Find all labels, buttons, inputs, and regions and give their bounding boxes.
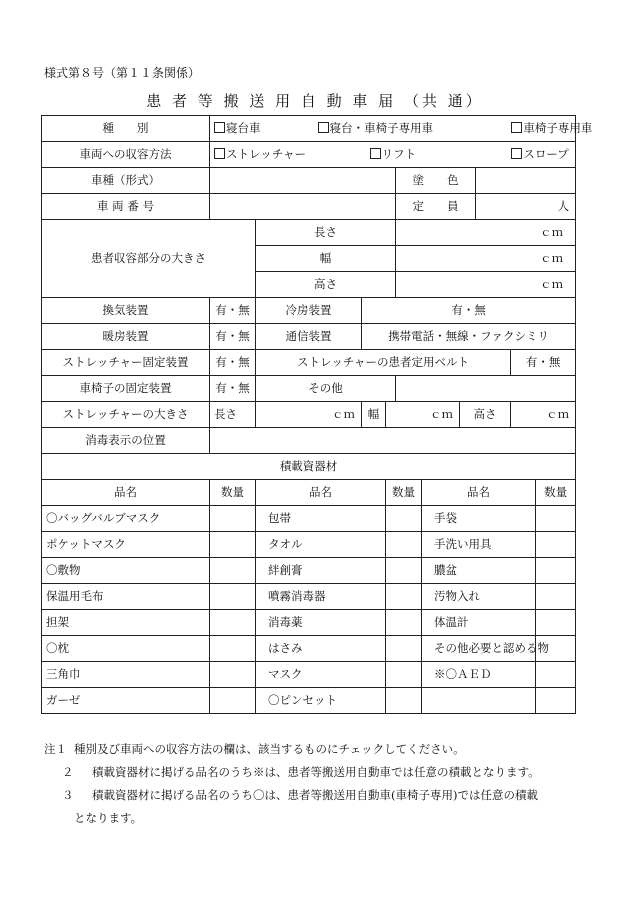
- equipment-item: 保温用毛布: [42, 584, 210, 610]
- cabin-height-label: 高さ: [256, 272, 396, 298]
- equipment-item: はさみ: [256, 636, 386, 662]
- wheelchair-fix-yes-no[interactable]: 有・無: [210, 376, 256, 402]
- type-option-wheelchair[interactable]: 車椅子専用車: [511, 122, 592, 135]
- equipment-row: [42, 688, 576, 714]
- capacity-label: 定 員: [396, 194, 476, 220]
- aircon-label: 冷房装置: [256, 298, 362, 324]
- equipment-col-item: 品名: [256, 480, 386, 506]
- disinfection-label: 消毒表示の位置: [42, 428, 210, 454]
- cabin-width-value[interactable]: ｃｍ: [396, 246, 576, 272]
- equipment-row: [42, 662, 576, 688]
- equipment-col-item: 品名: [422, 480, 536, 506]
- equipment-item: 噴霧消毒器: [256, 584, 386, 610]
- equipment-quantity[interactable]: [210, 506, 256, 532]
- equipment-item: 〇ピンセット: [256, 688, 386, 714]
- loading-options: [210, 142, 576, 168]
- stretcher-fix-yes-no[interactable]: 有・無: [210, 350, 256, 376]
- equipment-row: [42, 558, 576, 584]
- equipment-item: 手袋: [422, 506, 536, 532]
- equipment-quantity[interactable]: [210, 636, 256, 662]
- equipment-quantity[interactable]: [386, 636, 422, 662]
- capacity-value[interactable]: 人: [476, 194, 576, 220]
- registration-form-table: [41, 115, 593, 714]
- model-value[interactable]: [210, 168, 396, 194]
- aircon-yes-no[interactable]: 有・無: [362, 298, 576, 324]
- stretcher-belt-yes-no[interactable]: 有・無: [511, 350, 576, 376]
- cabin-length-label: 長さ: [256, 220, 396, 246]
- equipment-quantity[interactable]: [386, 532, 422, 558]
- comm-value[interactable]: 携帯電話・無線・ファクシミリ: [362, 324, 576, 350]
- equipment-row: [42, 636, 576, 662]
- type-row: [42, 116, 576, 142]
- equipment-item: 〇バッグバルブマスク: [42, 506, 210, 532]
- wheelchair-fix-row: [42, 376, 576, 402]
- note-3: ３ 積載資器材に掲げる品名のうち〇は、患者等搬送用自動車(車椅子専用)では任意の積載: [62, 788, 538, 802]
- checkbox-icon[interactable]: [214, 148, 225, 159]
- equipment-item: 汚物入れ: [422, 584, 536, 610]
- note-2: ２ 積載資器材に掲げる品名のうち※は、患者等搬送用自動車では任意の積載となります。: [62, 765, 540, 779]
- loading-option-stretcher[interactable]: ストレッチャー: [214, 148, 366, 161]
- equipment-col-qty: 数量: [386, 480, 422, 506]
- equipment-item: 手洗い用具: [422, 532, 536, 558]
- equipment-item: 〇敷物: [42, 558, 210, 584]
- equipment-quantity[interactable]: [536, 688, 576, 714]
- equipment-col-qty: 数量: [536, 480, 576, 506]
- equipment-quantity[interactable]: [210, 688, 256, 714]
- equipment-item: ※〇ＡＥＤ: [422, 662, 536, 688]
- equipment-quantity[interactable]: [536, 532, 576, 558]
- ventilation-row: [42, 298, 576, 324]
- equipment-quantity[interactable]: [210, 610, 256, 636]
- stretcher-height-value[interactable]: ｃｍ: [511, 402, 576, 428]
- type-option-bed-wheelchair[interactable]: 寝台・車椅子専用車: [318, 122, 508, 135]
- equipment-row: [42, 610, 576, 636]
- cabin-length-row: [42, 220, 576, 246]
- equipment-item: 膿盆: [422, 558, 536, 584]
- cabin-size-label: 患者収容部分の大きさ: [42, 220, 256, 298]
- stretcher-length-label: 長さ: [210, 402, 256, 428]
- equipment-quantity[interactable]: [536, 506, 576, 532]
- stretcher-size-row: [42, 402, 576, 428]
- equipment-col-item: 品名: [42, 480, 210, 506]
- stretcher-height-label: 高さ: [460, 402, 511, 428]
- notes: [44, 738, 604, 830]
- equipment-quantity[interactable]: [536, 610, 576, 636]
- equipment-item: 三角巾: [42, 662, 210, 688]
- equipment-quantity[interactable]: [210, 558, 256, 584]
- plate-value[interactable]: [210, 194, 396, 220]
- ventilation-label: 換気装置: [42, 298, 210, 324]
- stretcher-width-label: 幅: [362, 402, 386, 428]
- comm-label: 通信装置: [256, 324, 362, 350]
- note-1: 注１ 種別及び車両への収容方法の欄は、該当するものにチェックしてください。: [44, 742, 465, 756]
- model-label: 車種（形式）: [42, 168, 210, 194]
- heating-row: [42, 324, 576, 350]
- cabin-length-value[interactable]: ｃｍ: [396, 220, 576, 246]
- checkbox-icon[interactable]: [370, 148, 381, 159]
- cabin-width-label: 幅: [256, 246, 396, 272]
- loading-row: [42, 142, 576, 168]
- loading-option-slope[interactable]: スロープ: [511, 148, 568, 161]
- note-3-continuation: となります。: [74, 811, 143, 825]
- equipment-quantity[interactable]: [386, 610, 422, 636]
- equipment-col-qty: 数量: [210, 480, 256, 506]
- checkbox-icon[interactable]: [511, 122, 522, 133]
- type-options: [210, 116, 593, 142]
- checkbox-icon[interactable]: [214, 122, 225, 133]
- equipment-item: その他必要と認める物: [422, 636, 536, 662]
- equipment-quantity[interactable]: [386, 506, 422, 532]
- equipment-list: [42, 506, 576, 714]
- equipment-item: ガーゼ: [42, 688, 210, 714]
- equipment-quantity[interactable]: [536, 584, 576, 610]
- equipment-quantity[interactable]: [536, 558, 576, 584]
- plate-label: 車 両 番 号: [42, 194, 210, 220]
- equipment-quantity[interactable]: [386, 558, 422, 584]
- loading-label: 車両への収容方法: [42, 142, 210, 168]
- equipment-heading-row: [42, 454, 576, 480]
- equipment-quantity[interactable]: [210, 662, 256, 688]
- other-value[interactable]: [396, 376, 576, 402]
- cabin-height-value[interactable]: ｃｍ: [396, 272, 576, 298]
- equipment-header-row: [42, 480, 576, 506]
- type-option-bed[interactable]: 寝台車: [214, 122, 314, 135]
- stretcher-width-value[interactable]: ｃｍ: [386, 402, 460, 428]
- equipment-quantity[interactable]: [210, 584, 256, 610]
- equipment-quantity[interactable]: [386, 662, 422, 688]
- equipment-quantity[interactable]: [210, 532, 256, 558]
- stretcher-belt-label: ストレッチャーの患者定用ベルト: [256, 350, 511, 376]
- form-title: 患 者 等 搬 送 用 自 動 車 届 （共 通）: [146, 92, 484, 110]
- equipment-item: 包帯: [256, 506, 386, 532]
- stretcher-size-label: ストレッチャーの大きさ: [42, 402, 210, 428]
- equipment-heading: 積載資器材: [42, 454, 576, 480]
- wheelchair-fix-label: 車椅子の固定装置: [42, 376, 210, 402]
- plate-row: [42, 194, 576, 220]
- other-label: その他: [256, 376, 396, 402]
- equipment-item: 絆創膏: [256, 558, 386, 584]
- equipment-quantity[interactable]: [386, 584, 422, 610]
- type-label: 種 別: [42, 116, 210, 142]
- paint-value[interactable]: [476, 168, 576, 194]
- equipment-quantity[interactable]: [386, 688, 422, 714]
- form-number: 様式第８号（第１１条関係）: [44, 66, 201, 80]
- equipment-item: [422, 688, 536, 714]
- stretcher-fix-row: [42, 350, 576, 376]
- heating-yes-no[interactable]: 有・無: [210, 324, 256, 350]
- heating-label: 暖房装置: [42, 324, 210, 350]
- stretcher-fix-label: ストレッチャー固定装置: [42, 350, 210, 376]
- ventilation-yes-no[interactable]: 有・無: [210, 298, 256, 324]
- checkbox-icon[interactable]: [318, 122, 329, 133]
- equipment-item: タオル: [256, 532, 386, 558]
- disinfection-value[interactable]: [210, 428, 576, 454]
- equipment-item: 〇枕: [42, 636, 210, 662]
- equipment-item: 消毒薬: [256, 610, 386, 636]
- loading-option-lift[interactable]: リフト: [370, 148, 508, 161]
- checkbox-icon[interactable]: [511, 148, 522, 159]
- equipment-item: 体温計: [422, 610, 536, 636]
- stretcher-length-value[interactable]: ｃｍ: [256, 402, 362, 428]
- equipment-row: [42, 532, 576, 558]
- model-row: [42, 168, 576, 194]
- equipment-row: [42, 506, 576, 532]
- disinfection-row: [42, 428, 576, 454]
- equipment-quantity[interactable]: [536, 662, 576, 688]
- equipment-item: マスク: [256, 662, 386, 688]
- equipment-row: [42, 584, 576, 610]
- paint-label: 塗 色: [396, 168, 476, 194]
- equipment-item: ポケットマスク: [42, 532, 210, 558]
- equipment-item: 担架: [42, 610, 210, 636]
